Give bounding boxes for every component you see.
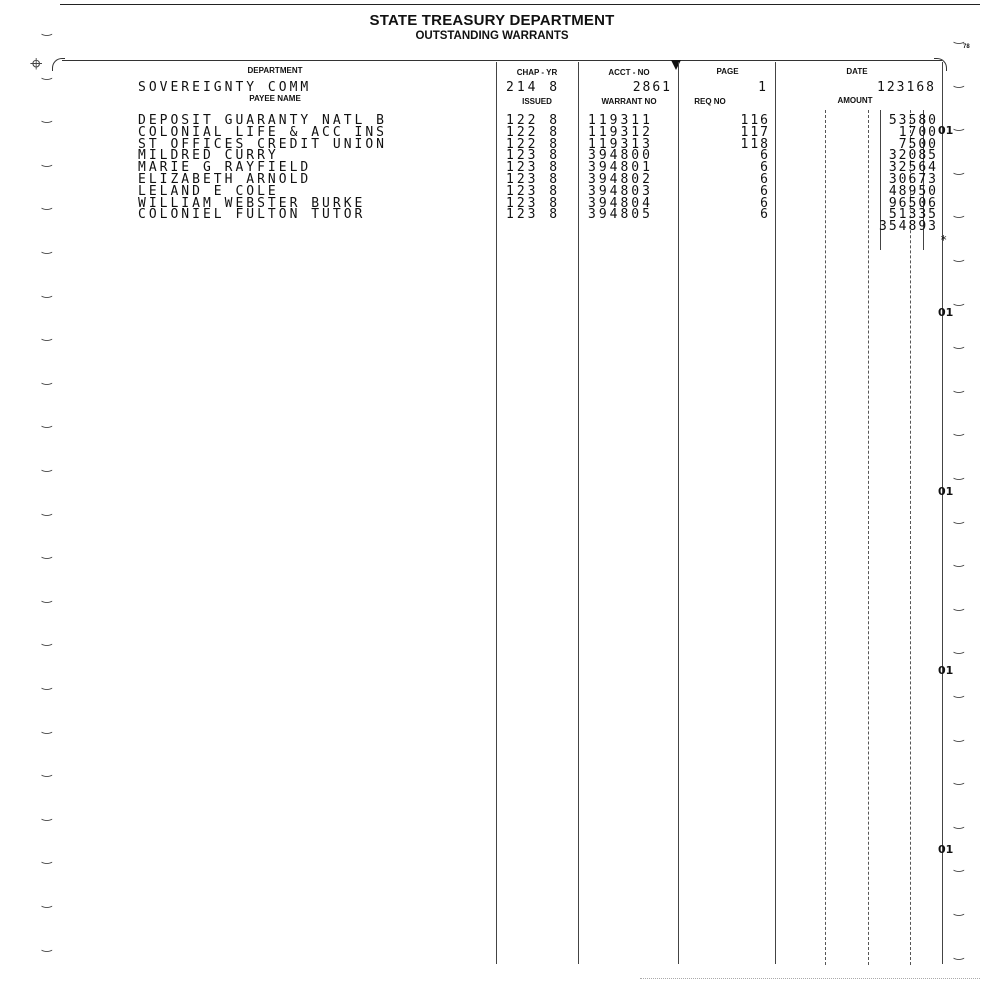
pinfeed-mark-icon: ‿ (42, 501, 52, 516)
table-row-payee: MILDRED CURRY (138, 148, 279, 164)
table-row-req: 6 (760, 183, 770, 199)
table-row-warrant: 394805 (588, 207, 653, 223)
pinfeed-mark-icon: ‿ (954, 684, 964, 698)
table-row-warrant: 119311 (588, 113, 653, 128)
table-row-payee: DEPOSIT GUARANTY NATL B (138, 113, 388, 128)
table-row-amount: 32564 (888, 160, 938, 176)
table-row-payee: WILLIAM WEBSTER BURKE (138, 195, 366, 211)
table-row-warrant: 119312 (588, 124, 653, 140)
table-row-warrant: 394801 (588, 160, 653, 176)
table-row-req: 6 (760, 160, 770, 176)
table-row-warrant: 394803 (588, 183, 653, 199)
pinfeed-mark-icon: ‿ (42, 850, 52, 865)
table-row-payee: ST OFFICES CREDIT UNION (138, 136, 388, 152)
table-row-payee: MARIE G RAYFIELD (138, 160, 312, 176)
table-row-issued: 123 8 (506, 160, 561, 176)
acct-no-value: 2861 (632, 80, 672, 95)
total-marker-icon: * (940, 233, 948, 247)
table-row-req: 6 (760, 148, 770, 164)
table-row-amount: 7500 (898, 136, 938, 152)
pinfeed-mark-icon: ‿ (42, 676, 52, 690)
side-code: 01 (938, 843, 954, 856)
table-row-warrant: 394804 (588, 195, 653, 211)
pinfeed-mark-icon: ‿ (42, 632, 52, 647)
table-row-payee: ELIZABETH ARNOLD (138, 171, 312, 187)
total-amount: 354893 (879, 219, 938, 235)
warrant-table (0, 113, 984, 247)
payee-name-label: PAYEE NAME (249, 94, 301, 103)
table-row-issued: 123 8 (506, 195, 561, 211)
department-value: SOVEREIGNTY COMM (138, 80, 312, 95)
table-row-req: 6 (760, 195, 770, 211)
payee-column (138, 115, 387, 221)
pinfeed-mark-icon: ‿ (954, 902, 964, 916)
table-row-warrant: 394800 (588, 148, 653, 164)
amount-guide-line (868, 110, 869, 965)
pinfeed-mark-icon: ‿ (42, 327, 52, 342)
page-label: PAGE (716, 67, 739, 76)
date-label: DATE (846, 67, 868, 76)
pinfeed-mark-icon: ‿ (42, 240, 52, 254)
table-row-issued: 123 8 (506, 148, 561, 164)
table-row-amount: 96506 (888, 195, 938, 211)
corner-number: 78 (963, 44, 970, 50)
pinfeed-mark-icon: ‿ (42, 22, 52, 36)
table-row-req: 118 (740, 136, 770, 152)
side-code: 01 (938, 485, 954, 498)
req-column (690, 115, 770, 221)
pinfeed-mark-icon: ‿ (42, 196, 52, 211)
pinfeed-mark-icon: ‿ (954, 30, 964, 44)
pinfeed-mark-icon: ‿ (954, 466, 964, 480)
pinfeed-mark-icon: ‿ (954, 509, 964, 524)
table-row-issued: 123 8 (506, 207, 561, 223)
pinfeed-mark-icon: ‿ (42, 763, 52, 778)
form-corner-left (52, 58, 65, 71)
pinfeed-mark-icon: ‿ (954, 160, 964, 175)
table-row-payee: LELAND E COLE (138, 183, 279, 199)
pinfeed-mark-icon: ‿ (42, 806, 52, 821)
pinfeed-mark-icon: ‿ (42, 283, 52, 298)
warrant-no-label: WARRANT NO (601, 97, 657, 106)
chap-yr-label: CHAP - YR (516, 68, 558, 77)
table-row-amount: 53580 (888, 113, 938, 128)
pinfeed-mark-icon: ‿ (954, 814, 964, 829)
form-top-border (62, 60, 942, 61)
chap-yr-value: 214 8 (506, 80, 561, 95)
pinfeed-mark-icon: ‿ (42, 65, 52, 80)
table-row-issued: 122 8 (506, 124, 561, 140)
amount-label: AMOUNT (837, 96, 873, 105)
page-value: 1 (758, 80, 768, 95)
table-row-issued: 123 8 (506, 171, 561, 187)
table-row-issued: 122 8 (506, 136, 561, 152)
table-row-issued: 122 8 (506, 113, 561, 128)
document-title: STATE TREASURY DEPARTMENT (369, 12, 615, 29)
pinfeed-mark-icon: ‿ (42, 152, 52, 167)
amount-guide-line (825, 110, 826, 965)
pinfeed-mark-icon: ‿ (42, 588, 52, 603)
pinfeed-mark-icon: ‿ (954, 727, 964, 742)
table-row-amount: 1700 (898, 124, 938, 140)
pinfeed-mark-icon: ‿ (954, 945, 964, 960)
department-label: DEPARTMENT (247, 66, 303, 75)
table-row-req: 6 (760, 207, 770, 223)
table-row-req: 116 (740, 113, 770, 128)
pinfeed-mark-icon: ‿ (42, 937, 52, 952)
table-row-payee: COLONIEL FULTON TUTOR (138, 207, 366, 223)
pinfeed-mark-icon: ‿ (954, 771, 964, 786)
pinfeed-mark-icon: ‿ (954, 73, 964, 88)
side-code: 01 (938, 306, 954, 319)
warrant-column (588, 115, 653, 221)
table-row-amount: 30673 (888, 171, 938, 187)
document-subtitle: OUTSTANDING WARRANTS (415, 30, 569, 42)
issued-column (506, 115, 560, 221)
table-row-amount: 51335 (888, 207, 938, 223)
pinfeed-mark-icon: ‿ (954, 335, 964, 350)
amount-guide-line (910, 110, 911, 965)
issued-label: ISSUED (522, 97, 552, 106)
pinfeed-mark-icon: ‿ (42, 370, 52, 385)
top-rule (60, 4, 980, 5)
pinfeed-mark-icon: ‿ (42, 414, 52, 429)
table-row-issued: 123 8 (506, 183, 561, 199)
pinfeed-mark-icon: ‿ (954, 596, 964, 611)
pinfeed-mark-icon: ‿ (42, 109, 52, 124)
pinfeed-mark-icon: ‿ (954, 248, 964, 262)
pinfeed-mark-icon: ‿ (954, 291, 964, 306)
bottom-perforation (640, 978, 980, 979)
pinfeed-mark-icon: ‿ (42, 894, 52, 908)
pinfeed-mark-icon: ‿ (42, 545, 52, 560)
pinfeed-mark-icon: ‿ (954, 422, 964, 437)
table-row-payee: COLONIAL LIFE & ACC INS (138, 124, 388, 140)
amount-column (840, 115, 938, 233)
pinfeed-mark-icon: ‿ (42, 458, 52, 472)
pinfeed-mark-icon: ‿ (954, 640, 964, 655)
date-value: 123168 (877, 80, 936, 95)
table-row-amount: 32085 (888, 148, 938, 164)
registration-mark-icon: ⌖ (30, 52, 43, 77)
pinfeed-mark-icon: ‿ (954, 378, 964, 393)
pinfeed-mark-icon: ‿ (954, 117, 964, 132)
side-code: 01 (938, 664, 954, 677)
table-row-warrant: 394802 (588, 171, 653, 187)
table-row-amount: 48950 (888, 183, 938, 199)
table-row-req: 6 (760, 171, 770, 187)
pinfeed-mark-icon: ‿ (42, 719, 52, 734)
pinfeed-mark-icon: ‿ (954, 553, 964, 568)
table-row-req: 117 (740, 124, 770, 140)
pinfeed-mark-icon: ‿ (954, 858, 964, 873)
table-row-warrant: 119313 (588, 136, 653, 152)
acct-no-label: ACCT - NO (608, 68, 650, 77)
pinfeed-mark-icon: ‿ (954, 204, 964, 219)
req-no-label: REQ NO (694, 97, 726, 106)
side-code: 01 (938, 124, 954, 137)
